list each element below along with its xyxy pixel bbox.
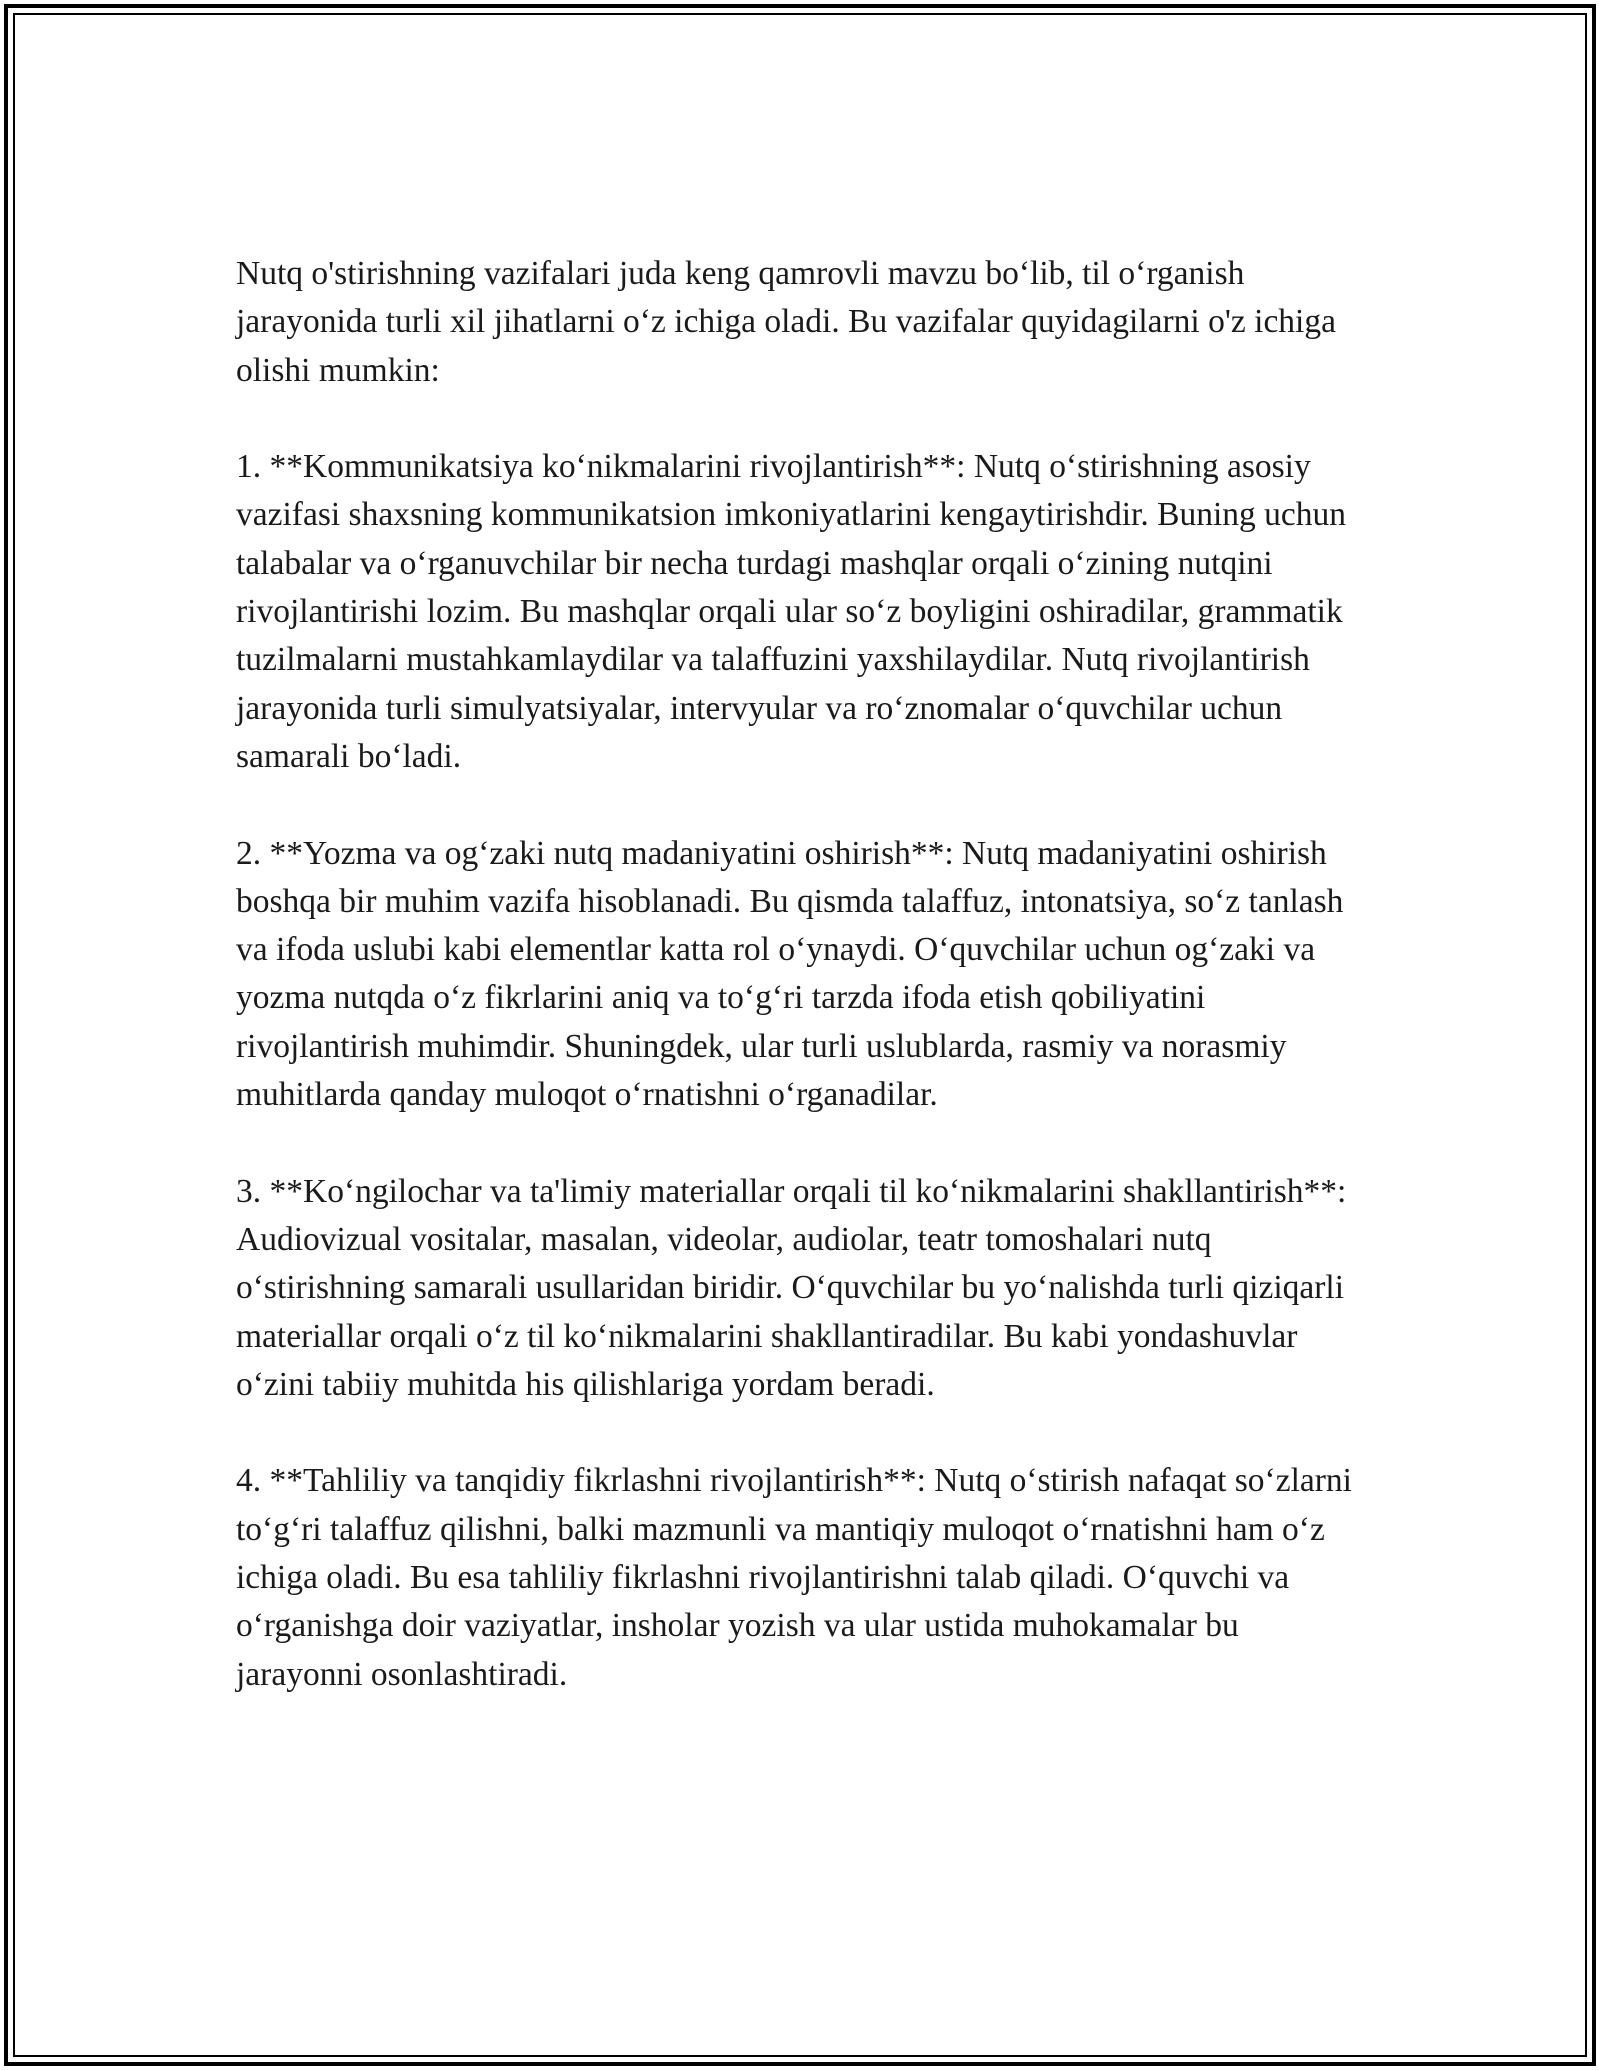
list-item: 2. **Yozma va og‘zaki nutq madaniyatini oshirish**: Nutq madaniyatini oshirish boshqa bir muhim vazifa hisoblanadi. Bu qismda talaffuz, intonatsiya, so‘z tanlash va ifoda uslubi kabi elementlar katta rol o‘ynaydi. O‘quvchilar uchun og‘zaki va yozma nutqda o‘z fikrlarini aniq va to‘g‘ri tarzda ifoda etish qobiliyatini rivojlantirish muhimdir. Shuningdek, ular turli uslublarda, rasmiy va norasmiy muhitlarda qanday muloqot o‘rnatishni o‘rganadilar. [236, 834, 1344, 1114]
list-item: 4. **Tahliliy va tanqidiy fikrlashni rivojlantirish**: Nutq o‘stirish nafaqat so‘zlarni to‘g‘ri talaffuz qilishni, balki mazmunli va mantiqiy muloqot o‘rnatishni ham o‘z ichiga oladi. Bu esa tahliliy fikrlashni rivojlantirishni talab qiladi. O‘quvchi va o‘rganishga doir vaziyatlar, insholar yozish va ular ustida muhokamalar bu jarayonni osonlashtiradi. [236, 1462, 1352, 1693]
document-body [236, 250, 1366, 1699]
list-item: 1. **Kommunikatsiya ko‘nikmalarini rivojlantirish**: Nutq o‘stirishning asosiy vazifasi shaxsning kommunikatsion imkoniyatlarini kengaytirishdir. Buning uchun talabalar va o‘rganuvchilar bir necha turdagi mashqlar orqali o‘zining nutqini rivojlantirishi lozim. Bu mashqlar orqali ular so‘z boyligini oshiradilar, grammatik tuzilmalarni mustahkamlaydilar va talaffuzini yaxshilaydilar. Nutq rivojlantirish jarayonida turli simulyatsiyalar, intervyular va ro‘znomalar o‘quvchilar uchun samarali bo‘ladi. [236, 448, 1347, 775]
list-item: 3. **Ko‘ngilochar va ta'limiy materiallar orqali til ko‘nikmalarini shakllantirish**: Audiovizual vositalar, masalan, videolar, audiolar, teatr tomoshalari nutq o‘stirishning samarali usullaridan biridir. O‘quvchilar bu yo‘nalishda turli qiziqarli materiallar orqali o‘z til ko‘nikmalarini shakllantiradilar. Bu kabi yondashuvlar o‘zini tabiiy muhitda his qilishlariga yordam beradi. [236, 1172, 1347, 1403]
intro-paragraph: Nutq o'stirishning vazifalari juda keng qamrovli mavzu bo‘lib, til o‘rganish jarayonida turli xil jihatlarni o‘z ichiga oladi. Bu vazifalar quyidagilarni o'z ichiga olishi mumkin: [236, 255, 1336, 389]
